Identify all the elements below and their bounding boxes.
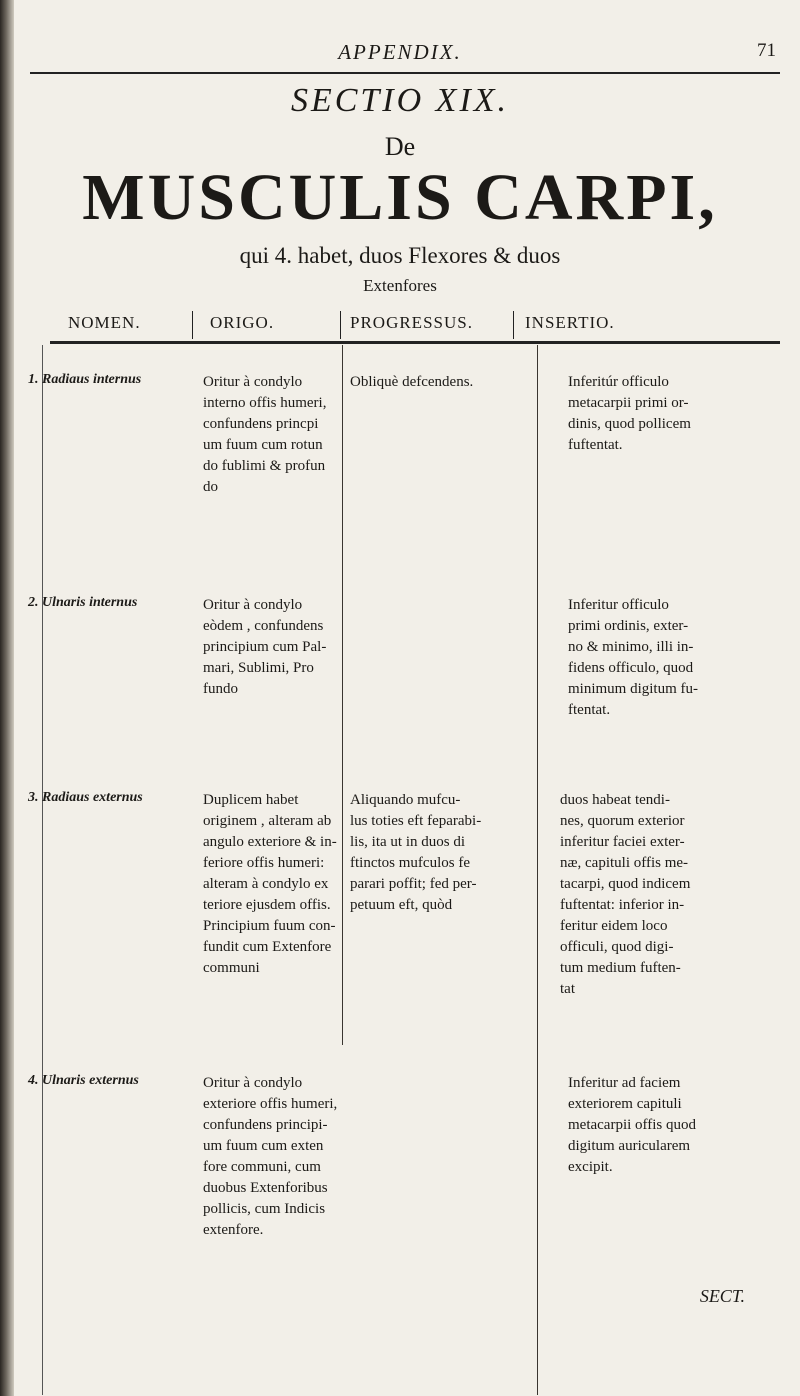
text-line: dinis, quod pollicem <box>568 416 691 432</box>
main-title: MUSCULIS CARPI, <box>82 161 718 234</box>
text-line: lis, ita ut in duos di <box>350 834 466 850</box>
text-line: inferitur faciei exter- <box>560 834 685 850</box>
text-line: um fuum cum rotun <box>203 437 323 453</box>
text-line: fuftentat. <box>568 437 623 453</box>
text-line: mari, Sublimi, Pro <box>203 660 314 676</box>
text-line: originem , alteram ab <box>203 813 332 829</box>
column-divider <box>513 311 514 339</box>
origo-cell <box>203 790 345 979</box>
running-title: APPENDIX. <box>338 40 462 64</box>
text-line: duos habeat tendi- <box>560 792 670 808</box>
text-line: næ, capituli offis me- <box>560 855 689 871</box>
origo-cell <box>203 372 343 498</box>
insertio-cell <box>568 595 738 721</box>
page-number: 71 <box>757 40 776 61</box>
text-line: Duplicem habet <box>203 792 299 808</box>
text-line: alteram à condylo ex <box>203 876 329 892</box>
row-name: 1. Radiaus internus <box>28 372 142 387</box>
text-line: minimum digitum fu- <box>568 681 698 697</box>
header-rule <box>30 72 780 74</box>
text-line: tat <box>560 981 575 997</box>
text-line: fundit cum Extenfore <box>203 939 332 955</box>
text-line: confundens princpi <box>203 416 319 432</box>
text-line: parari poffit; fed per- <box>350 876 477 892</box>
text-line: digitum auricularem <box>568 1138 691 1154</box>
text-line: eòdem , confundens <box>203 618 324 634</box>
text-line: exteriorem capituli <box>568 1096 682 1112</box>
text-line: angulo exteriore & in- <box>203 834 337 850</box>
header-underline <box>50 341 780 344</box>
column-header-insertio: INSERTIO. <box>525 313 615 332</box>
column-header-origo: ORIGO. <box>210 313 275 332</box>
text-line: Inferitur officulo <box>568 597 669 613</box>
text-line: feriore offis humeri: <box>203 855 325 871</box>
progressus-cell <box>350 790 535 916</box>
text-line: Inferitur ad faciem <box>568 1075 681 1091</box>
row-name: 2. Ulnaris internus <box>28 595 138 610</box>
text-line: fidens officulo, quod <box>568 660 694 676</box>
text-line: fuftentat: inferior in- <box>560 897 685 913</box>
text-line: duobus Extenforibus <box>203 1180 328 1196</box>
text-line: no & minimo, illi in- <box>568 639 694 655</box>
column-rule-2 <box>537 345 538 1395</box>
text-line: exteriore offis humeri, <box>203 1096 338 1112</box>
text-line: do fublimi & profun <box>203 458 326 474</box>
insertio-cell <box>560 790 738 1000</box>
table-header <box>60 307 770 341</box>
subtitle-line-2: Extenfores <box>363 276 437 295</box>
text-line: feritur eidem loco <box>560 918 668 934</box>
text-line: teriore ejusdem offis. <box>203 897 331 913</box>
text-line: primi ordinis, exter- <box>568 618 689 634</box>
text-line: extenfore. <box>203 1222 264 1238</box>
text-line: um fuum cum exten <box>203 1138 324 1154</box>
text-line: do <box>203 479 218 495</box>
text-line: Obliquè defcendens. <box>350 374 474 390</box>
text-line: Oritur à condylo <box>203 374 303 390</box>
text-line: Oritur à condylo <box>203 1075 303 1091</box>
column-divider <box>340 311 341 339</box>
margin-rule <box>42 345 43 1395</box>
subtitle: qui 4. habet, duos Flexores & duos <box>239 243 561 268</box>
text-line: fundo <box>203 681 238 697</box>
text-line: Principium fuum con- <box>203 918 336 934</box>
text-line: tum medium fuften- <box>560 960 681 976</box>
text-line: metacarpii offis quod <box>568 1117 697 1133</box>
catchword: SECT. <box>699 1286 745 1306</box>
origo-cell <box>203 595 343 700</box>
origo-cell <box>203 1073 345 1241</box>
text-line: lus toties eft feparabi- <box>350 813 482 829</box>
progressus-cell <box>350 372 535 393</box>
column-header-nomen: NOMEN. <box>68 313 141 332</box>
text-line: excipit. <box>568 1159 613 1175</box>
title-preposition: De <box>384 132 416 161</box>
insertio-cell <box>568 372 738 456</box>
text-line: fore communi, cum <box>203 1159 321 1175</box>
text-line: Oritur à condylo <box>203 597 303 613</box>
text-line: Inferitúr officulo <box>568 374 669 390</box>
column-divider <box>192 311 193 339</box>
text-line: Aliquando mufcu- <box>350 792 461 808</box>
column-header-progressus: PROGRESSUS. <box>350 313 473 332</box>
row-name: 4. Ulnaris externus <box>28 1073 139 1088</box>
text-line: pollicis, cum Indicis <box>203 1201 326 1217</box>
text-line: interno offis humeri, <box>203 395 327 411</box>
text-line: communi <box>203 960 260 976</box>
text-line: tacarpi, quod indicem <box>560 876 691 892</box>
text-line: principium cum Pal- <box>203 639 327 655</box>
section-title: SECTIO XIX. <box>290 82 510 119</box>
text-line: ftinctos mufculos fe <box>350 855 470 871</box>
text-line: officuli, quod digi- <box>560 939 674 955</box>
text-line: nes, quorum exterior <box>560 813 685 829</box>
text-line: metacarpii primi or- <box>568 395 689 411</box>
text-line: confundens principi- <box>203 1117 328 1133</box>
row-name: 3. Radiaus externus <box>28 790 143 805</box>
insertio-cell <box>568 1073 738 1178</box>
text-line: petuum eft, quòd <box>350 897 453 913</box>
text-line: ftentat. <box>568 702 611 718</box>
